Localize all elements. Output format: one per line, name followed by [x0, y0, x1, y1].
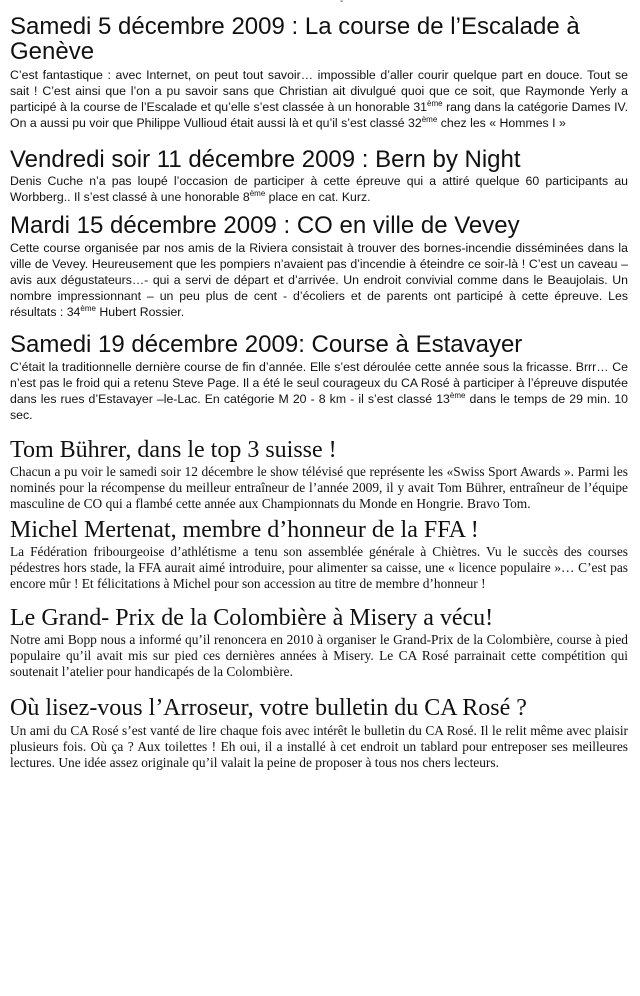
article-body: C’est fantastique : avec Internet, on peut tout savoir… impossible d’aller courir quelque part en douce. Tout se sait ! C’est ainsi que l’on a pu savoir sans que Christian ait divulgué quoi que ce soit, que Raymonde Yerly a participé à la course de l’Escalade et qu’elle s’est classée à un honorable 31ème rang dans la catégorie Dames IV. On a aussi pu voir que Philippe Vullioud était aussi là et qu’il s’est classé 32ème chez les « Hommes I »: [10, 68, 628, 130]
article-body: Cette course organisée par nos amis de la Riviera consistait à trouver des bornes-incendie disséminées dans la ville de Vevey. Heureusement que les pompiers n’avaient pas d’incendie à éteindre ce soir-là ! C’est un caveau – avis aux dégustateurs…- qui a servi de départ et d’arrivée. Un endroit convivial comme dans le Beaujolais. Un nombre impressionnant – un peu plus de cent - d’écoliers et de parents ont participé à cette épreuve. Les résultats : 34ème Hubert Rossier.: [10, 241, 628, 319]
article-title: Mardi 15 décembre 2009 : CO en ville de Vevey: [10, 212, 520, 239]
article-tom-buhrer: [10, 438, 628, 512]
article-body: Notre ami Bopp nous a informé qu’il renoncera en 2010 à organiser le Grand-Prix de la Colombière, course à pied populaire qu’il avait mis sur pied ces dernières années à Misery. Le CA Rosé parrainait cette compétition qui soutenait l’atelier pour handicapés de la Colombière.: [10, 632, 628, 679]
article-title: Tom Bührer, dans le top 3 suisse !: [10, 437, 337, 463]
article-body: Chacun a pu voir le samedi soir 12 décembre le show télévisé que représente les «Swiss Sport Awards ». Parmi les nominés pour la récompense du meilleur entraîneur de l’année 2009, il y avait Tom Bührer, entraîneur de l’équipe masculine de CO qui a flambé cette année aux Championnats du Monde en Hongrie. Bravo Tom.: [10, 464, 628, 511]
article-michel-mertenat: [10, 518, 628, 592]
article-body: C’était la traditionnelle dernière course de fin d’année. Elle s’est déroulée cette année sous la fricasse. Brrr… Ce n’est pas le froid qui a retenu Steve Page. Il a été le seul courageux du CA Rosé à participer à l’épreuve disputée dans les rues d’Estavayer –le-Lac. En catégorie M 20 - 8 km - il s’est classé 13ème dans le temps de 29 min. 10 sec.: [10, 360, 629, 422]
article-title: Samedi 5 décembre 2009 : La course de l’Escalade à Genève: [10, 13, 580, 65]
article-body: Denis Cuche n’a pas loupé l’occasion de participer à cette épreuve qui a attiré quelque 60 participants au Worbberg.. Il s’est classé à une honorable 8ème place en cat. Kurz.: [10, 174, 628, 204]
article-arroseur: [10, 696, 628, 771]
article-bern-by-night: [10, 147, 628, 205]
article-title: Vendredi soir 11 décembre 2009 : Bern by Night: [10, 146, 521, 173]
article-body: La Fédération fribourgeoise d’athlétisme a tenu son assemblée générale à Chiètres. Vu le succès des courses pédestres hors stade, la FFA aurait aimé introduire, pour alimenter sa caisse, une « licence populaire »… C’est pas encore mûr ! Et félicitations à Michel pour son accession au titre de membre d’honneur !: [10, 544, 628, 591]
article-title: Où lisez-vous l’Arroseur, votre bulletin du CA Rosé ?: [10, 695, 527, 721]
article-grand-prix-colombiere: [10, 606, 628, 680]
top-mark: -: [340, 0, 344, 7]
article-title: Samedi 19 décembre 2009: Course à Estavayer: [10, 331, 523, 358]
article-body: Un ami du CA Rosé s’est vanté de lire chaque fois avec intérêt le bulletin du CA Rosé. Il le relit même avec plaisir plusieurs fois. Où ça ? Aux toilettes ! Eh oui, il a installé à cet endroit un tablard pour entreposer ses meilleures lectures. Une idée assez originale qu’il valait la peine de proposer à tous nos chers lecteurs.: [10, 723, 628, 770]
article-title: Michel Mertenat, membre d’honneur de la FFA !: [10, 517, 479, 543]
article-estavayer: [10, 332, 628, 423]
article-title: Le Grand- Prix de la Colombière à Misery a vécu!: [10, 605, 494, 631]
article-escalade: [10, 0, 628, 131]
article-co-vevey: [10, 213, 628, 320]
